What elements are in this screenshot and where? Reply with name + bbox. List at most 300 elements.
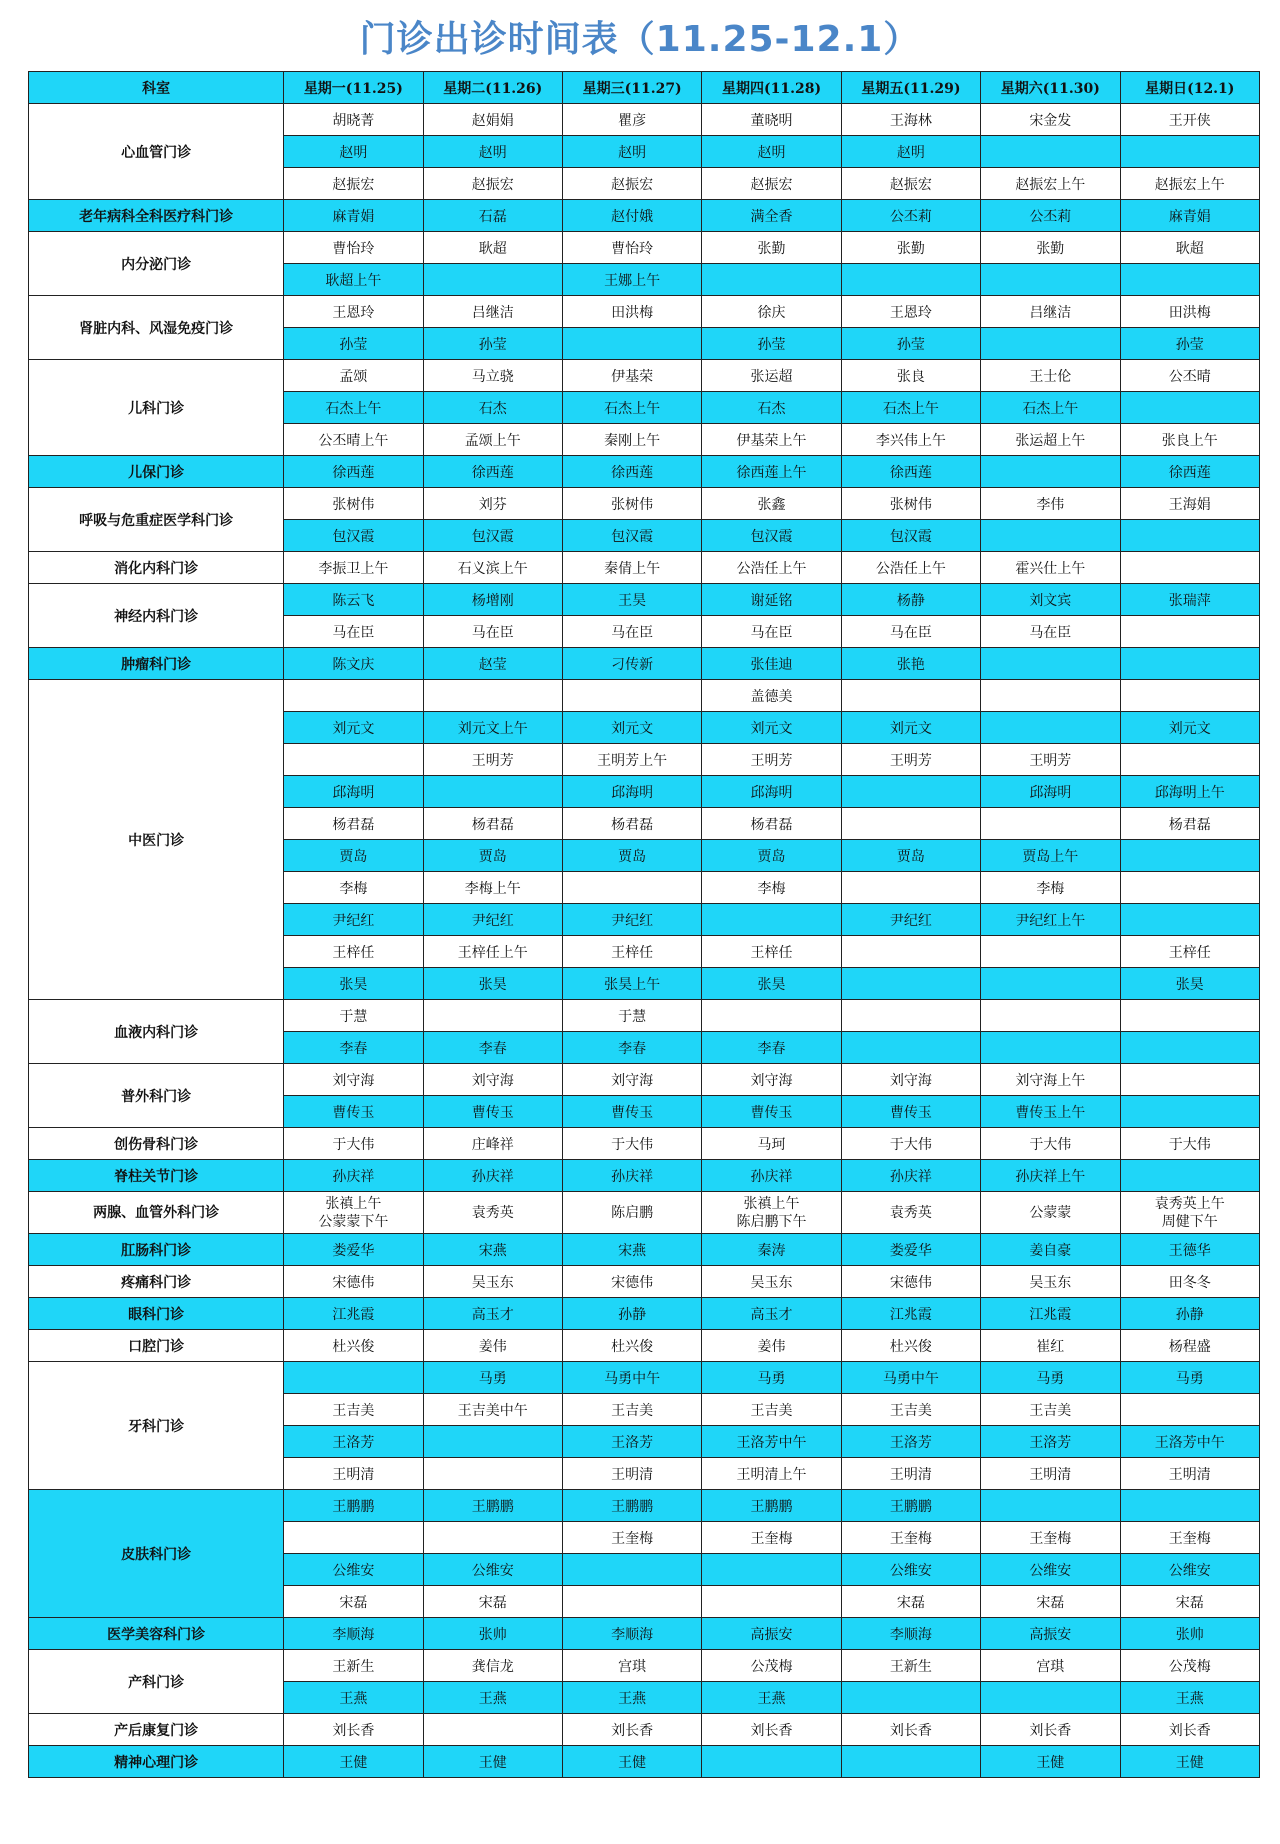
doctor-cell: 邱海明上午	[1120, 776, 1259, 808]
doctor-cell: 马勇	[423, 1362, 562, 1394]
schedule-row	[29, 1266, 1260, 1298]
schedule-row	[29, 1714, 1260, 1746]
doctor-cell: 王昊	[562, 584, 701, 616]
doctor-cell: 石杰上午	[562, 392, 701, 424]
doctor-cell	[981, 1490, 1120, 1522]
doctor-cell: 王明清	[841, 1458, 980, 1490]
doctor-cell: 马在臣	[562, 616, 701, 648]
clinic-schedule-table	[28, 71, 1260, 1778]
schedule-row	[29, 1192, 1260, 1234]
doctor-cell: 王吉美	[284, 1394, 423, 1426]
doctor-cell: 王娜上午	[562, 264, 701, 296]
doctor-cell: 徐西莲上午	[702, 456, 841, 488]
doctor-cell: 崔红	[981, 1330, 1120, 1362]
doctor-cell: 王吉美	[562, 1394, 701, 1426]
doctor-cell: 刘守海	[702, 1064, 841, 1096]
doctor-cell: 宋磊	[423, 1586, 562, 1618]
schedule-row	[29, 200, 1260, 232]
doctor-cell: 杜兴俊	[284, 1330, 423, 1362]
doctor-cell: 贾岛	[284, 840, 423, 872]
doctor-cell: 马勇中午	[562, 1362, 701, 1394]
doctor-cell	[1120, 744, 1259, 776]
doctor-cell: 杨君磊	[1120, 808, 1259, 840]
doctor-cell: 刘文宾	[981, 584, 1120, 616]
schedule-row	[29, 680, 1260, 712]
doctor-cell: 王健	[423, 1746, 562, 1778]
doctor-cell: 尹纪红	[423, 904, 562, 936]
doctor-cell: 贾岛上午	[981, 840, 1120, 872]
doctor-cell: 王鹏鹏	[423, 1490, 562, 1522]
doctor-cell: 马勇	[981, 1362, 1120, 1394]
doctor-cell	[1120, 1096, 1259, 1128]
doctor-cell: 刘元文	[841, 712, 980, 744]
doctor-cell: 张运超	[702, 360, 841, 392]
schedule-row	[29, 296, 1260, 328]
doctor-cell: 李兴伟上午	[841, 424, 980, 456]
department-name: 呼吸与危重症医学科门诊	[29, 488, 284, 552]
doctor-cell: 邱海明	[562, 776, 701, 808]
department-name: 皮肤科门诊	[29, 1490, 284, 1618]
schedule-row	[29, 1746, 1260, 1778]
doctor-cell: 刁传新	[562, 648, 701, 680]
doctor-cell: 王洛芳中午	[702, 1426, 841, 1458]
doctor-cell	[1120, 648, 1259, 680]
doctor-cell: 马勇	[702, 1362, 841, 1394]
doctor-cell: 曹怡玲	[284, 232, 423, 264]
department-name: 医学美容科门诊	[29, 1618, 284, 1650]
doctor-cell: 宋磊	[981, 1586, 1120, 1618]
doctor-cell: 瞿彦	[562, 104, 701, 136]
doctor-cell	[702, 1746, 841, 1778]
doctor-cell	[423, 1522, 562, 1554]
doctor-cell: 公丕晴上午	[284, 424, 423, 456]
doctor-cell: 王洛芳	[284, 1426, 423, 1458]
doctor-cell: 高玉才	[702, 1298, 841, 1330]
doctor-cell: 高振安	[981, 1618, 1120, 1650]
schedule-row	[29, 1064, 1260, 1096]
doctor-cell: 公浩任上午	[841, 552, 980, 584]
doctor-cell: 刘元文	[702, 712, 841, 744]
doctor-cell: 公维安	[1120, 1554, 1259, 1586]
doctor-cell: 田冬冬	[1120, 1266, 1259, 1298]
doctor-cell: 宋德伟	[284, 1266, 423, 1298]
doctor-cell: 娄爱华	[841, 1234, 980, 1266]
doctor-cell: 赵明	[284, 136, 423, 168]
doctor-cell: 贾岛	[423, 840, 562, 872]
doctor-cell: 王明芳	[841, 744, 980, 776]
doctor-cell: 徐西莲	[423, 456, 562, 488]
doctor-cell: 张勤	[702, 232, 841, 264]
doctor-cell: 尹纪红	[562, 904, 701, 936]
doctor-cell: 秦刚上午	[562, 424, 701, 456]
doctor-cell: 赵振宏上午	[981, 168, 1120, 200]
doctor-cell: 于大伟	[841, 1128, 980, 1160]
doctor-cell: 袁秀英	[423, 1192, 562, 1234]
doctor-cell: 石杰上午	[981, 392, 1120, 424]
doctor-cell: 宋磊	[841, 1586, 980, 1618]
doctor-cell: 于大伟	[981, 1128, 1120, 1160]
doctor-cell	[841, 680, 980, 712]
doctor-cell: 王士伦	[981, 360, 1120, 392]
doctor-cell: 曹传玉上午	[981, 1096, 1120, 1128]
doctor-cell	[702, 1554, 841, 1586]
doctor-cell: 宋德伟	[562, 1266, 701, 1298]
doctor-cell: 王洛芳中午	[1120, 1426, 1259, 1458]
doctor-cell: 吕继洁	[423, 296, 562, 328]
doctor-cell: 孙庆祥	[423, 1160, 562, 1192]
doctor-cell: 公浩任上午	[702, 552, 841, 584]
doctor-cell: 王鹏鹏	[702, 1490, 841, 1522]
doctor-cell: 张昊上午	[562, 968, 701, 1000]
doctor-cell: 王恩玲	[284, 296, 423, 328]
doctor-cell: 王明清	[1120, 1458, 1259, 1490]
doctor-cell: 公维安	[841, 1554, 980, 1586]
doctor-cell: 孙莹	[1120, 328, 1259, 360]
schedule-row	[29, 648, 1260, 680]
schedule-row	[29, 488, 1260, 520]
doctor-cell: 刘元文	[1120, 712, 1259, 744]
doctor-cell: 赵付娥	[562, 200, 701, 232]
schedule-row	[29, 1362, 1260, 1394]
doctor-cell: 张树伟	[562, 488, 701, 520]
doctor-cell: 曹传玉	[841, 1096, 980, 1128]
doctor-cell	[702, 1000, 841, 1032]
doctor-cell: 孙庆祥	[284, 1160, 423, 1192]
header-sunday: 星期日(12.1)	[1120, 72, 1259, 104]
doctor-cell: 刘长香	[981, 1714, 1120, 1746]
doctor-cell	[841, 1682, 980, 1714]
doctor-cell: 杨增刚	[423, 584, 562, 616]
doctor-cell	[1120, 1000, 1259, 1032]
doctor-cell: 李伟	[981, 488, 1120, 520]
doctor-cell: 刘长香	[562, 1714, 701, 1746]
doctor-cell	[981, 808, 1120, 840]
doctor-cell: 孙庆祥	[841, 1160, 980, 1192]
doctor-cell: 张昊	[423, 968, 562, 1000]
doctor-cell: 王吉美	[841, 1394, 980, 1426]
doctor-cell: 杜兴俊	[841, 1330, 980, 1362]
doctor-cell: 石杰	[423, 392, 562, 424]
doctor-cell: 贾岛	[702, 840, 841, 872]
doctor-cell: 吴玉东	[981, 1266, 1120, 1298]
doctor-cell	[423, 1714, 562, 1746]
doctor-cell: 田洪梅	[1120, 296, 1259, 328]
department-name: 普外科门诊	[29, 1064, 284, 1128]
doctor-cell: 贾岛	[562, 840, 701, 872]
department-name: 疼痛科门诊	[29, 1266, 284, 1298]
doctor-cell: 江兆霞	[981, 1298, 1120, 1330]
doctor-cell: 宋燕	[423, 1234, 562, 1266]
header-monday: 星期一(11.25)	[284, 72, 423, 104]
doctor-cell: 马在臣	[981, 616, 1120, 648]
doctor-cell: 李梅	[702, 872, 841, 904]
doctor-cell: 李春	[423, 1032, 562, 1064]
doctor-cell: 王明芳	[423, 744, 562, 776]
schedule-row	[29, 1330, 1260, 1362]
doctor-cell: 于大伟	[1120, 1128, 1259, 1160]
doctor-cell: 徐西莲	[841, 456, 980, 488]
doctor-cell	[1120, 680, 1259, 712]
doctor-cell: 王奎梅	[702, 1522, 841, 1554]
doctor-cell: 李顺海	[284, 1618, 423, 1650]
doctor-cell: 张鑫	[702, 488, 841, 520]
doctor-cell	[1120, 1394, 1259, 1426]
doctor-cell	[841, 1000, 980, 1032]
doctor-cell: 曹传玉	[423, 1096, 562, 1128]
doctor-cell: 公维安	[981, 1554, 1120, 1586]
doctor-cell	[981, 712, 1120, 744]
doctor-cell: 王德华	[1120, 1234, 1259, 1266]
department-name: 脊柱关节门诊	[29, 1160, 284, 1192]
department-name: 牙科门诊	[29, 1362, 284, 1490]
doctor-cell: 王吉美	[702, 1394, 841, 1426]
doctor-cell: 马立骁	[423, 360, 562, 392]
doctor-cell: 王健	[981, 1746, 1120, 1778]
department-name: 神经内科门诊	[29, 584, 284, 648]
schedule-row	[29, 1234, 1260, 1266]
doctor-cell: 李春	[284, 1032, 423, 1064]
doctor-cell: 公茂梅	[1120, 1650, 1259, 1682]
doctor-cell: 江兆霞	[841, 1298, 980, 1330]
doctor-cell: 麻青娟	[284, 200, 423, 232]
doctor-cell: 宋磊	[284, 1586, 423, 1618]
doctor-cell: 马在臣	[841, 616, 980, 648]
doctor-cell: 袁秀英	[841, 1192, 980, 1234]
doctor-cell: 徐庆	[702, 296, 841, 328]
doctor-cell: 李顺海	[841, 1618, 980, 1650]
doctor-cell: 张勤	[981, 232, 1120, 264]
doctor-cell	[284, 680, 423, 712]
doctor-cell: 王奎梅	[1120, 1522, 1259, 1554]
doctor-cell: 杨君磊	[562, 808, 701, 840]
doctor-cell	[981, 648, 1120, 680]
doctor-cell: 王鹏鹏	[284, 1490, 423, 1522]
doctor-cell	[981, 1682, 1120, 1714]
doctor-cell: 石杰上午	[841, 392, 980, 424]
doctor-cell: 张帅	[1120, 1618, 1259, 1650]
doctor-cell: 马珂	[702, 1128, 841, 1160]
schedule-row	[29, 1298, 1260, 1330]
header-wednesday: 星期三(11.27)	[562, 72, 701, 104]
doctor-cell: 满全香	[702, 200, 841, 232]
schedule-row	[29, 1128, 1260, 1160]
doctor-cell: 尹纪红上午	[981, 904, 1120, 936]
doctor-cell: 王健	[284, 1746, 423, 1778]
doctor-cell	[423, 1458, 562, 1490]
doctor-cell	[981, 456, 1120, 488]
schedule-row	[29, 552, 1260, 584]
doctor-cell: 公茂梅	[702, 1650, 841, 1682]
doctor-cell: 张良	[841, 360, 980, 392]
doctor-cell: 王梓任	[562, 936, 701, 968]
doctor-cell: 张佳迪	[702, 648, 841, 680]
department-name: 产后康复门诊	[29, 1714, 284, 1746]
doctor-cell: 李春	[562, 1032, 701, 1064]
doctor-cell: 王燕	[1120, 1682, 1259, 1714]
schedule-row	[29, 104, 1260, 136]
doctor-cell: 赵莹	[423, 648, 562, 680]
doctor-cell: 杨君磊	[284, 808, 423, 840]
department-name: 精神心理门诊	[29, 1746, 284, 1778]
doctor-cell	[1120, 1192, 1259, 1234]
doctor-cell: 孟颂	[284, 360, 423, 392]
doctor-cell: 王明清	[284, 1458, 423, 1490]
doctor-cell: 于大伟	[562, 1128, 701, 1160]
doctor-cell	[841, 808, 980, 840]
doctor-cell	[1120, 616, 1259, 648]
doctor-cell: 吕继洁	[981, 296, 1120, 328]
doctor-cell: 刘守海	[841, 1064, 980, 1096]
doctor-cell: 于慧	[562, 1000, 701, 1032]
doctor-cell: 李梅	[981, 872, 1120, 904]
doctor-cell: 公维安	[423, 1554, 562, 1586]
doctor-cell: 杨静	[841, 584, 980, 616]
doctor-cell: 孟颂上午	[423, 424, 562, 456]
schedule-row	[29, 456, 1260, 488]
schedule-row	[29, 360, 1260, 392]
doctor-cell	[1120, 520, 1259, 552]
doctor-cell	[562, 1586, 701, 1618]
doctor-cell: 张艳	[841, 648, 980, 680]
doctor-cell	[562, 680, 701, 712]
doctor-cell: 邱海明	[284, 776, 423, 808]
doctor-cell: 王洛芳	[981, 1426, 1120, 1458]
doctor-cell	[1120, 904, 1259, 936]
doctor-cell	[841, 1032, 980, 1064]
doctor-cell: 王奎梅	[981, 1522, 1120, 1554]
doctor-cell	[423, 1426, 562, 1458]
doctor-cell: 马在臣	[284, 616, 423, 648]
doctor-cell	[981, 1000, 1120, 1032]
doctor-cell: 李振卫上午	[284, 552, 423, 584]
doctor-cell: 于慧	[284, 1000, 423, 1032]
doctor-cell: 曹传玉	[284, 1096, 423, 1128]
doctor-cell: 曹传玉	[562, 1096, 701, 1128]
doctor-cell: 张昊	[1120, 968, 1259, 1000]
doctor-cell: 孙静	[1120, 1298, 1259, 1330]
doctor-cell: 张昊	[702, 968, 841, 1000]
doctor-cell	[841, 936, 980, 968]
doctor-cell	[423, 264, 562, 296]
doctor-cell: 刘守海	[284, 1064, 423, 1096]
doctor-cell	[1120, 872, 1259, 904]
doctor-cell	[981, 136, 1120, 168]
doctor-cell: 伊基荣上午	[702, 424, 841, 456]
doctor-cell: 吴玉东	[702, 1266, 841, 1298]
doctor-cell	[562, 1554, 701, 1586]
doctor-cell: 公蒙蒙	[981, 1192, 1120, 1234]
doctor-cell: 邱海明	[981, 776, 1120, 808]
doctor-cell: 高振安	[702, 1618, 841, 1650]
doctor-cell: 孙庆祥	[702, 1160, 841, 1192]
doctor-cell: 石义滨上午	[423, 552, 562, 584]
doctor-cell	[1120, 392, 1259, 424]
doctor-cell: 宫琪	[981, 1650, 1120, 1682]
schedule-row	[29, 1000, 1260, 1032]
doctor-cell-line: 张禛上午	[325, 1195, 382, 1212]
doctor-cell-line: 陈启鹏下午	[736, 1213, 807, 1230]
department-name: 儿科门诊	[29, 360, 284, 456]
department-name: 产科门诊	[29, 1650, 284, 1714]
doctor-cell: 公维安	[284, 1554, 423, 1586]
doctor-cell: 姜伟	[423, 1330, 562, 1362]
doctor-cell: 吴玉东	[423, 1266, 562, 1298]
doctor-cell: 杨程盛	[1120, 1330, 1259, 1362]
doctor-cell: 张树伟	[284, 488, 423, 520]
doctor-cell: 江兆霞	[284, 1298, 423, 1330]
schedule-row	[29, 1490, 1260, 1522]
doctor-cell: 刘守海	[562, 1064, 701, 1096]
doctor-cell	[841, 264, 980, 296]
doctor-cell: 王明清	[562, 1458, 701, 1490]
schedule-row	[29, 1618, 1260, 1650]
doctor-cell: 曹传玉	[702, 1096, 841, 1128]
doctor-cell: 尹纪红	[841, 904, 980, 936]
doctor-cell: 李春	[702, 1032, 841, 1064]
doctor-cell	[841, 1746, 980, 1778]
doctor-cell: 刘长香	[702, 1714, 841, 1746]
schedule-body	[29, 104, 1260, 1778]
doctor-cell: 姜自豪	[981, 1234, 1120, 1266]
doctor-cell: 刘元文	[284, 712, 423, 744]
doctor-cell	[284, 1192, 423, 1234]
doctor-cell: 徐西莲	[1120, 456, 1259, 488]
doctor-cell: 公丕莉	[841, 200, 980, 232]
doctor-cell	[1120, 264, 1259, 296]
doctor-cell: 公丕莉	[981, 200, 1120, 232]
header-saturday: 星期六(11.30)	[981, 72, 1120, 104]
doctor-cell: 高玉才	[423, 1298, 562, 1330]
doctor-cell: 尹纪红	[284, 904, 423, 936]
doctor-cell: 王吉美中午	[423, 1394, 562, 1426]
doctor-cell: 包汉霞	[562, 520, 701, 552]
doctor-cell: 王海娟	[1120, 488, 1259, 520]
doctor-cell: 马在臣	[702, 616, 841, 648]
doctor-cell	[1120, 840, 1259, 872]
doctor-cell-line: 张禛上午	[743, 1195, 800, 1212]
doctor-cell	[1120, 1032, 1259, 1064]
doctor-cell	[981, 520, 1120, 552]
doctor-cell: 孙庆祥上午	[981, 1160, 1120, 1192]
doctor-cell	[981, 264, 1120, 296]
department-name: 创伤骨科门诊	[29, 1128, 284, 1160]
doctor-cell	[1120, 552, 1259, 584]
doctor-cell: 王开侠	[1120, 104, 1259, 136]
doctor-cell: 刘守海上午	[981, 1064, 1120, 1096]
doctor-cell: 赵振宏上午	[1120, 168, 1259, 200]
header-tuesday: 星期二(11.26)	[423, 72, 562, 104]
doctor-cell: 霍兴仕上午	[981, 552, 1120, 584]
doctor-cell: 赵振宏	[702, 168, 841, 200]
doctor-cell: 孙莹	[423, 328, 562, 360]
doctor-cell: 王健	[562, 1746, 701, 1778]
doctor-cell: 赵明	[841, 136, 980, 168]
doctor-cell	[562, 872, 701, 904]
doctor-cell	[1120, 1064, 1259, 1096]
doctor-cell	[981, 936, 1120, 968]
doctor-cell: 宋德伟	[841, 1266, 980, 1298]
doctor-cell: 王燕	[284, 1682, 423, 1714]
doctor-cell: 盖德美	[702, 680, 841, 712]
doctor-cell	[841, 872, 980, 904]
doctor-cell	[841, 776, 980, 808]
doctor-cell: 刘芬	[423, 488, 562, 520]
department-name: 眼科门诊	[29, 1298, 284, 1330]
doctor-cell: 宫琪	[562, 1650, 701, 1682]
doctor-cell: 石磊	[423, 200, 562, 232]
doctor-cell: 耿超上午	[284, 264, 423, 296]
department-name: 口腔门诊	[29, 1330, 284, 1362]
